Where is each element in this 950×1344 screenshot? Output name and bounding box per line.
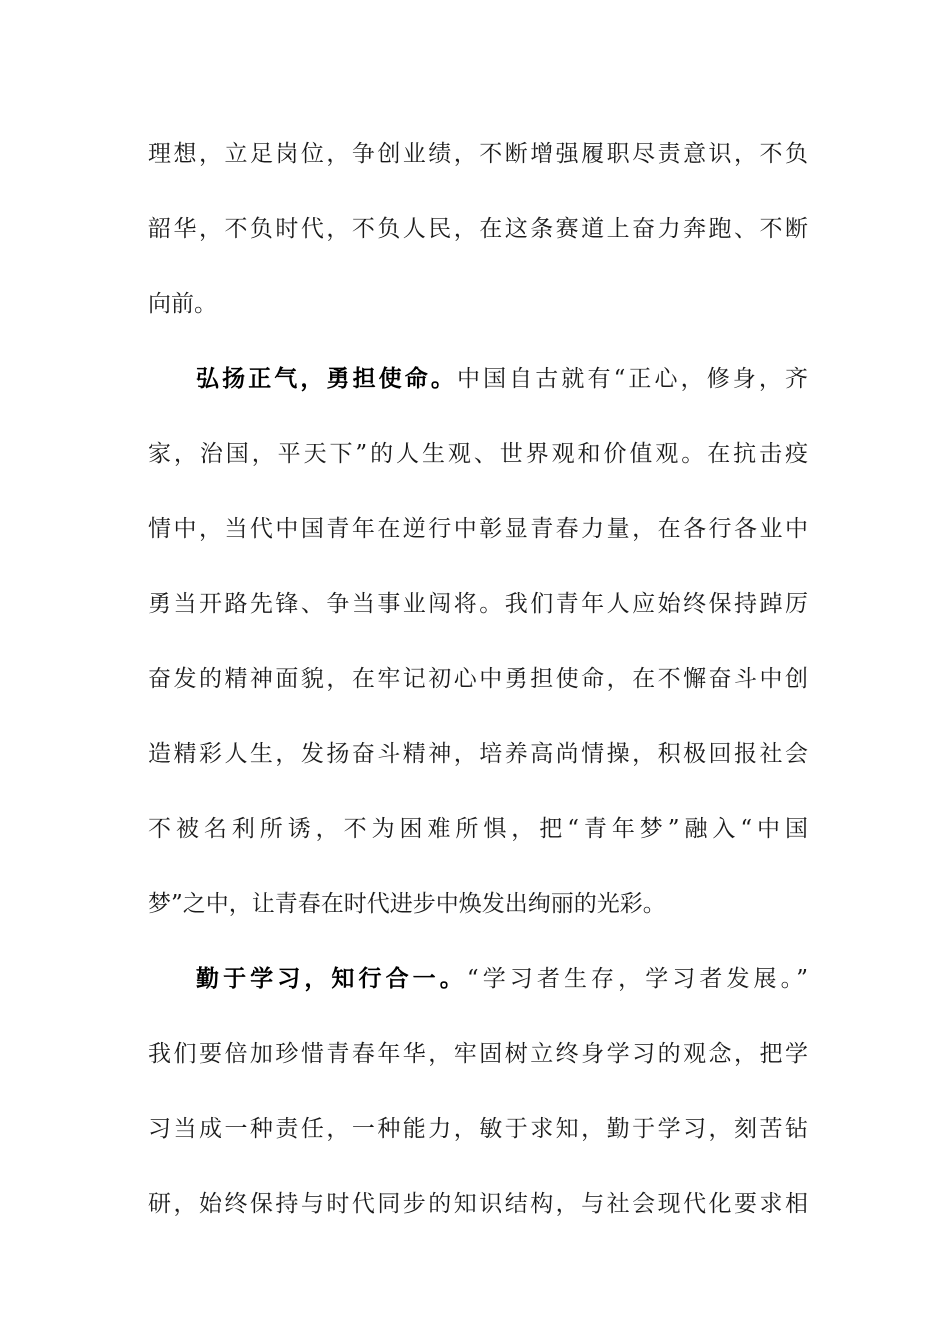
paragraph-2-line-5: 奋发的精神面貌，在牢记初心中勇担使命，在不懈奋斗中创 xyxy=(148,666,808,692)
paragraph-3-line-3: 习当成一种责任，一种能力，敏于求知，勤于学习，刻苦钻 xyxy=(148,1116,808,1142)
paragraph-1-line-2: 韶华，不负时代，不负人民，在这条赛道上奋力奔跑、不断 xyxy=(148,216,808,242)
paragraph-2-line-3: 情中，当代中国青年在逆行中彰显青春力量，在各行各业中 xyxy=(148,516,808,542)
paragraph-2-line-7: 不被名利所诱，不为困难所惧，把“青年梦”融入“中国 xyxy=(148,816,808,842)
paragraph-2-line-4: 勇当开路先锋、争当事业闯将。我们青年人应始终保持踔厉 xyxy=(148,591,808,617)
paragraph-3-line-1-text: “学习者生存，学习者发展。” xyxy=(466,966,808,992)
paragraph-3-heading: 勤于学习，知行合一。 xyxy=(196,966,467,992)
paragraph-2-line-1-text: 中国自古就有“正心，修身，齐 xyxy=(456,366,808,392)
paragraph-3-line-4: 研，始终保持与时代同步的知识结构，与社会现代化要求相 xyxy=(148,1191,808,1217)
paragraph-1-line-3: 向前。 xyxy=(148,291,217,317)
paragraph-3-line-1 xyxy=(148,942,808,1017)
body-text xyxy=(148,117,808,1242)
paragraph-2-line-1 xyxy=(148,342,808,417)
paragraph-1-line-1: 理想，立足岗位，争创业绩，不断增强履职尽责意识，不负 xyxy=(148,141,808,167)
paragraph-2-line-2: 家，治国，平天下”的人生观、世界观和价值观。在抗击疫 xyxy=(148,441,808,467)
paragraph-2-line-8: 梦”之中，让青春在时代进步中焕发出绚丽的光彩。 xyxy=(148,891,666,917)
paragraph-2-heading: 弘扬正气，勇担使命。 xyxy=(196,366,457,392)
paragraph-3-line-2: 我们要倍加珍惜青春年华，牢固树立终身学习的观念，把学 xyxy=(148,1041,808,1067)
paragraph-2-line-6: 造精彩人生，发扬奋斗精神，培养高尚情操，积极回报社会 xyxy=(148,741,808,767)
